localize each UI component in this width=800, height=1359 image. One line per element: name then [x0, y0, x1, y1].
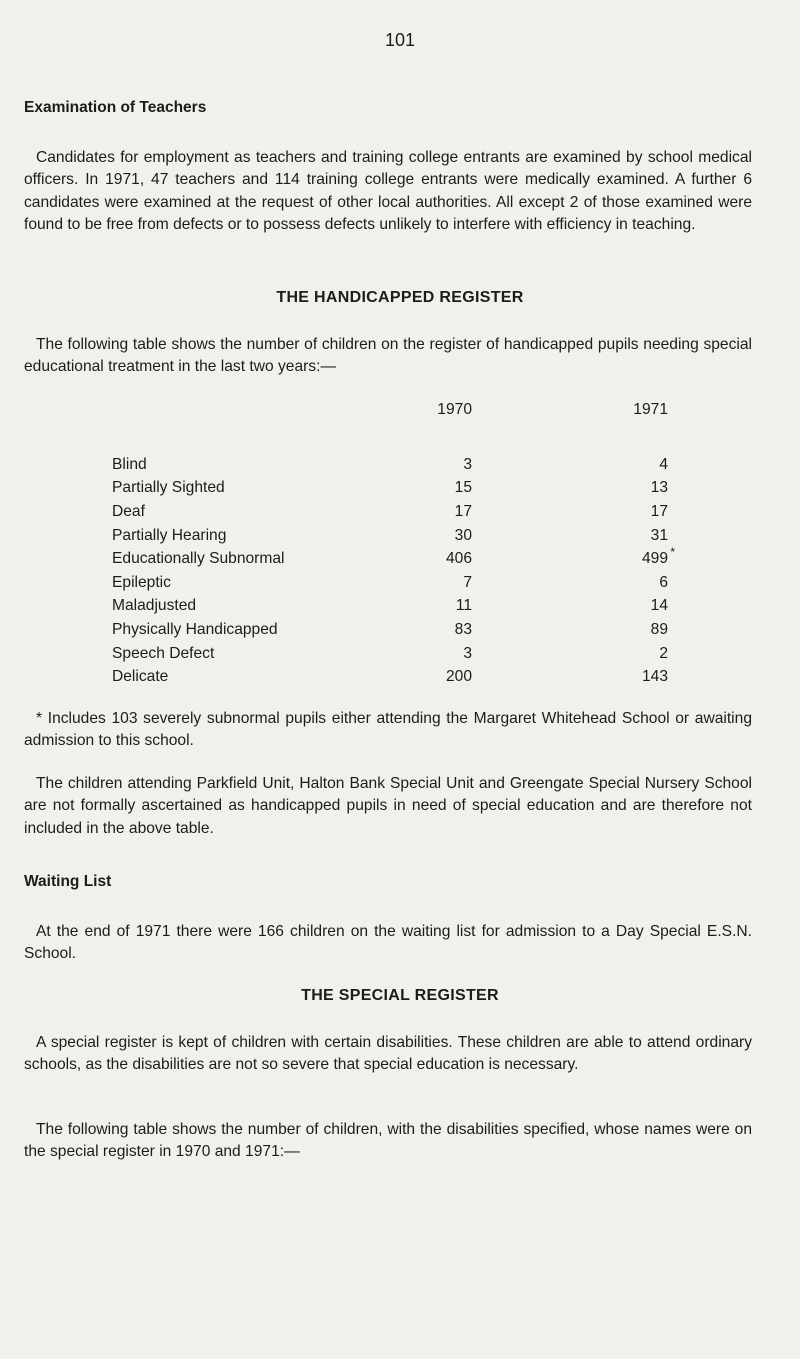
cell-1970: 11: [455, 597, 472, 615]
cell-1971: 2: [659, 644, 668, 662]
exam-teachers-paragraph: Candidates for employment as teachers and training college entrants are examined by school medical officers. In 1971, 47 teachers and 114 training college entrants were medically examined. A further 6 candidates were examined at the request of other local authorities. All except 2 of those examined were found to be free from defects or to possess defects unlikely to interfere with efficiency in teaching.: [24, 149, 752, 233]
cell-1971: 14: [650, 597, 668, 615]
table-row: [112, 665, 668, 689]
row-label: Speech Defect: [112, 644, 215, 662]
cell-1971: 143: [641, 668, 668, 686]
row-label: Partially Sighted: [112, 479, 225, 497]
cell-1970: 7: [463, 573, 472, 591]
cell-1970: 200: [445, 668, 472, 686]
table-row: [112, 453, 668, 477]
table-row: [112, 618, 668, 642]
cell-1970: 15: [454, 479, 472, 497]
table-row: [112, 524, 668, 548]
column-header-category: [112, 401, 390, 453]
cell-1970: 83: [454, 620, 472, 638]
cell-1971: 6: [659, 573, 668, 591]
row-label: Partially Hearing: [112, 526, 227, 544]
row-label: Blind: [112, 455, 147, 473]
cell-1971-value: 499: [641, 550, 668, 568]
cell-1970: 30: [454, 526, 472, 544]
special-register-paragraph-1: A special register is kept of children with certain disabilities. These children are able to attend ordinary schools, as the disabilities are not so severe that special education is necessary.: [24, 1034, 752, 1074]
special-register-paragraph-2: The following table shows the number of children, with the disabilities specified, whose names were on the special register in 1970 and 1971:—: [24, 1121, 752, 1161]
table-row: [112, 595, 668, 619]
waiting-list-heading: Waiting List: [24, 873, 112, 890]
waiting-list-paragraph: At the end of 1971 there were 166 children on the waiting list for admission to a Day Special E.S.N. School.: [24, 923, 752, 963]
table-row: [112, 477, 668, 501]
special-register-heading: THE SPECIAL REGISTER: [301, 987, 499, 1004]
handicapped-register-intro: The following table shows the number of children on the register of handicapped pupils needing special educational treatment in the last two years:—: [24, 336, 752, 376]
cell-1970: 406: [445, 550, 472, 568]
cell-1971: 13: [650, 479, 668, 497]
page-number: 101: [384, 30, 416, 50]
cell-1971: [472, 545, 675, 571]
excluded-units-note: The children attending Parkfield Unit, Halton Bank Special Unit and Greengate Special Nursery School are not formally ascertained as handicapped pupils in need of special education and are therefore not included in the above table.: [24, 775, 752, 837]
cell-1971: 17: [650, 502, 668, 520]
cell-1971: 4: [659, 455, 668, 473]
cell-1970: 3: [463, 644, 472, 662]
table-header-row: [112, 401, 668, 453]
row-label: Deaf: [112, 502, 145, 520]
handicapped-register-heading: THE HANDICAPPED REGISTER: [276, 289, 524, 306]
table-row: [112, 571, 668, 595]
table-row: [112, 642, 668, 666]
row-label: Epileptic: [112, 573, 171, 591]
column-header-1970: 1970: [437, 401, 472, 418]
table-row: [112, 500, 668, 524]
cell-1971: 89: [650, 620, 668, 638]
table-row: [112, 547, 668, 571]
handicapped-register-table: [112, 401, 675, 689]
footnote-marker: *: [670, 545, 675, 560]
exam-teachers-heading: Examination of Teachers: [24, 99, 207, 116]
cell-1970: 3: [463, 455, 472, 473]
cell-1971: 31: [650, 526, 668, 544]
row-label: Physically Handicapped: [112, 620, 278, 638]
row-label: Delicate: [112, 668, 169, 686]
row-label: Maladjusted: [112, 597, 197, 615]
cell-1970: 17: [454, 502, 472, 520]
row-label: Educationally Subnormal: [112, 550, 285, 568]
column-header-1971: 1971: [633, 401, 668, 418]
table-footnote: * Includes 103 severely subnormal pupils either attending the Margaret Whitehead School or awaiting admission to this school.: [24, 710, 752, 750]
